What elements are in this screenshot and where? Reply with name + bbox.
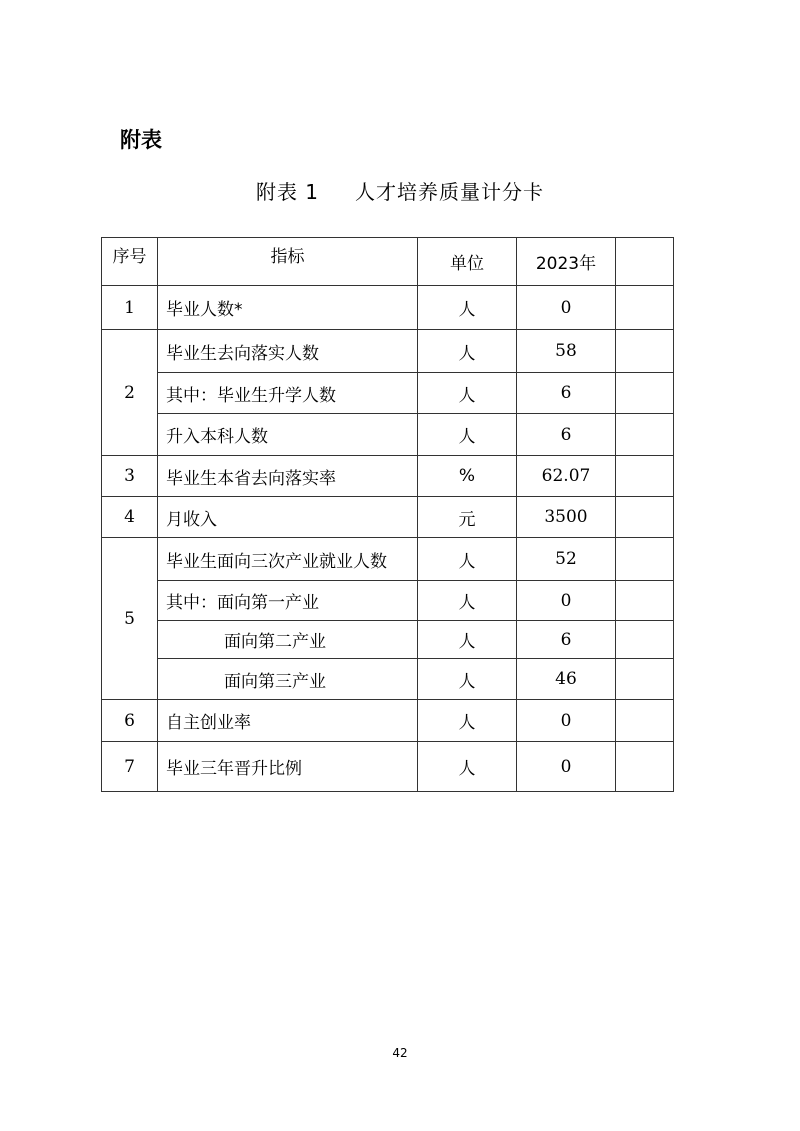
unit-cell: 人 <box>418 414 517 456</box>
value-cell: 6 <box>517 414 616 456</box>
value-cell: 52 <box>517 538 616 581</box>
unit-cell: 人 <box>418 621 517 659</box>
indicator-cell: 自主创业率 <box>158 700 418 742</box>
unit-cell: 人 <box>418 742 517 792</box>
table-header-row <box>102 238 674 286</box>
header-unit: 单位 <box>418 238 517 286</box>
table-row <box>102 456 674 497</box>
header-seq: 序号 <box>102 238 158 286</box>
empty-cell <box>616 581 674 621</box>
empty-cell <box>616 330 674 373</box>
empty-cell <box>616 538 674 581</box>
table-row <box>102 373 674 414</box>
indicator-cell: 月收入 <box>158 497 418 538</box>
empty-cell <box>616 456 674 497</box>
header-indicator: 指标 <box>158 238 418 286</box>
seq-cell: 7 <box>102 742 158 792</box>
empty-cell <box>616 497 674 538</box>
indicator-cell: 其中：面向第一产业 <box>158 581 418 621</box>
empty-cell <box>616 286 674 330</box>
empty-cell <box>616 659 674 700</box>
value-cell: 0 <box>517 742 616 792</box>
seq-cell: 3 <box>102 456 158 497</box>
seq-cell: 4 <box>102 497 158 538</box>
value-cell: 0 <box>517 581 616 621</box>
value-cell: 0 <box>517 700 616 742</box>
seq-cell: 6 <box>102 700 158 742</box>
value-cell: 62.07 <box>517 456 616 497</box>
table-title-name: 人才培养质量计分卡 <box>355 180 545 204</box>
table-row <box>102 621 674 659</box>
indicator-cell: 面向第二产业 <box>158 621 418 659</box>
unit-cell: 人 <box>418 538 517 581</box>
indicator-cell: 毕业生面向三次产业就业人数 <box>158 538 418 581</box>
table-row <box>102 497 674 538</box>
table-title <box>0 176 800 205</box>
empty-cell <box>616 700 674 742</box>
value-cell: 0 <box>517 286 616 330</box>
value-cell: 58 <box>517 330 616 373</box>
unit-cell: 人 <box>418 581 517 621</box>
value-cell: 6 <box>517 621 616 659</box>
value-cell: 3500 <box>517 497 616 538</box>
unit-cell: % <box>418 456 517 497</box>
unit-cell: 人 <box>418 373 517 414</box>
indicator-cell: 毕业生去向落实人数 <box>158 330 418 373</box>
indicator-cell: 毕业生本省去向落实率 <box>158 456 418 497</box>
empty-cell <box>616 621 674 659</box>
seq-cell: 5 <box>102 538 158 700</box>
value-cell: 6 <box>517 373 616 414</box>
table-title-label: 附表 1 <box>255 180 320 204</box>
table-row <box>102 538 674 581</box>
unit-cell: 人 <box>418 700 517 742</box>
seq-cell: 1 <box>102 286 158 330</box>
unit-cell: 人 <box>418 286 517 330</box>
table-row <box>102 581 674 621</box>
indicator-cell: 其中：毕业生升学人数 <box>158 373 418 414</box>
indicator-cell: 升入本科人数 <box>158 414 418 456</box>
indicator-cell: 毕业人数* <box>158 286 418 330</box>
empty-cell <box>616 742 674 792</box>
table-row <box>102 700 674 742</box>
value-cell: 46 <box>517 659 616 700</box>
table-row <box>102 286 674 330</box>
indicator-cell: 毕业三年晋升比例 <box>158 742 418 792</box>
header-extra <box>616 238 674 286</box>
talent-quality-scorecard-table <box>101 237 674 792</box>
table-row <box>102 330 674 373</box>
unit-cell: 人 <box>418 659 517 700</box>
seq-cell: 2 <box>102 330 158 456</box>
table-row <box>102 742 674 792</box>
table-row <box>102 659 674 700</box>
page-number: 42 <box>392 1046 408 1060</box>
unit-cell: 人 <box>418 330 517 373</box>
indicator-cell: 面向第三产业 <box>158 659 418 700</box>
empty-cell <box>616 373 674 414</box>
unit-cell: 元 <box>418 497 517 538</box>
table-row <box>102 414 674 456</box>
header-year: 2023年 <box>517 238 616 286</box>
empty-cell <box>616 414 674 456</box>
section-heading: 附表 <box>120 128 162 152</box>
